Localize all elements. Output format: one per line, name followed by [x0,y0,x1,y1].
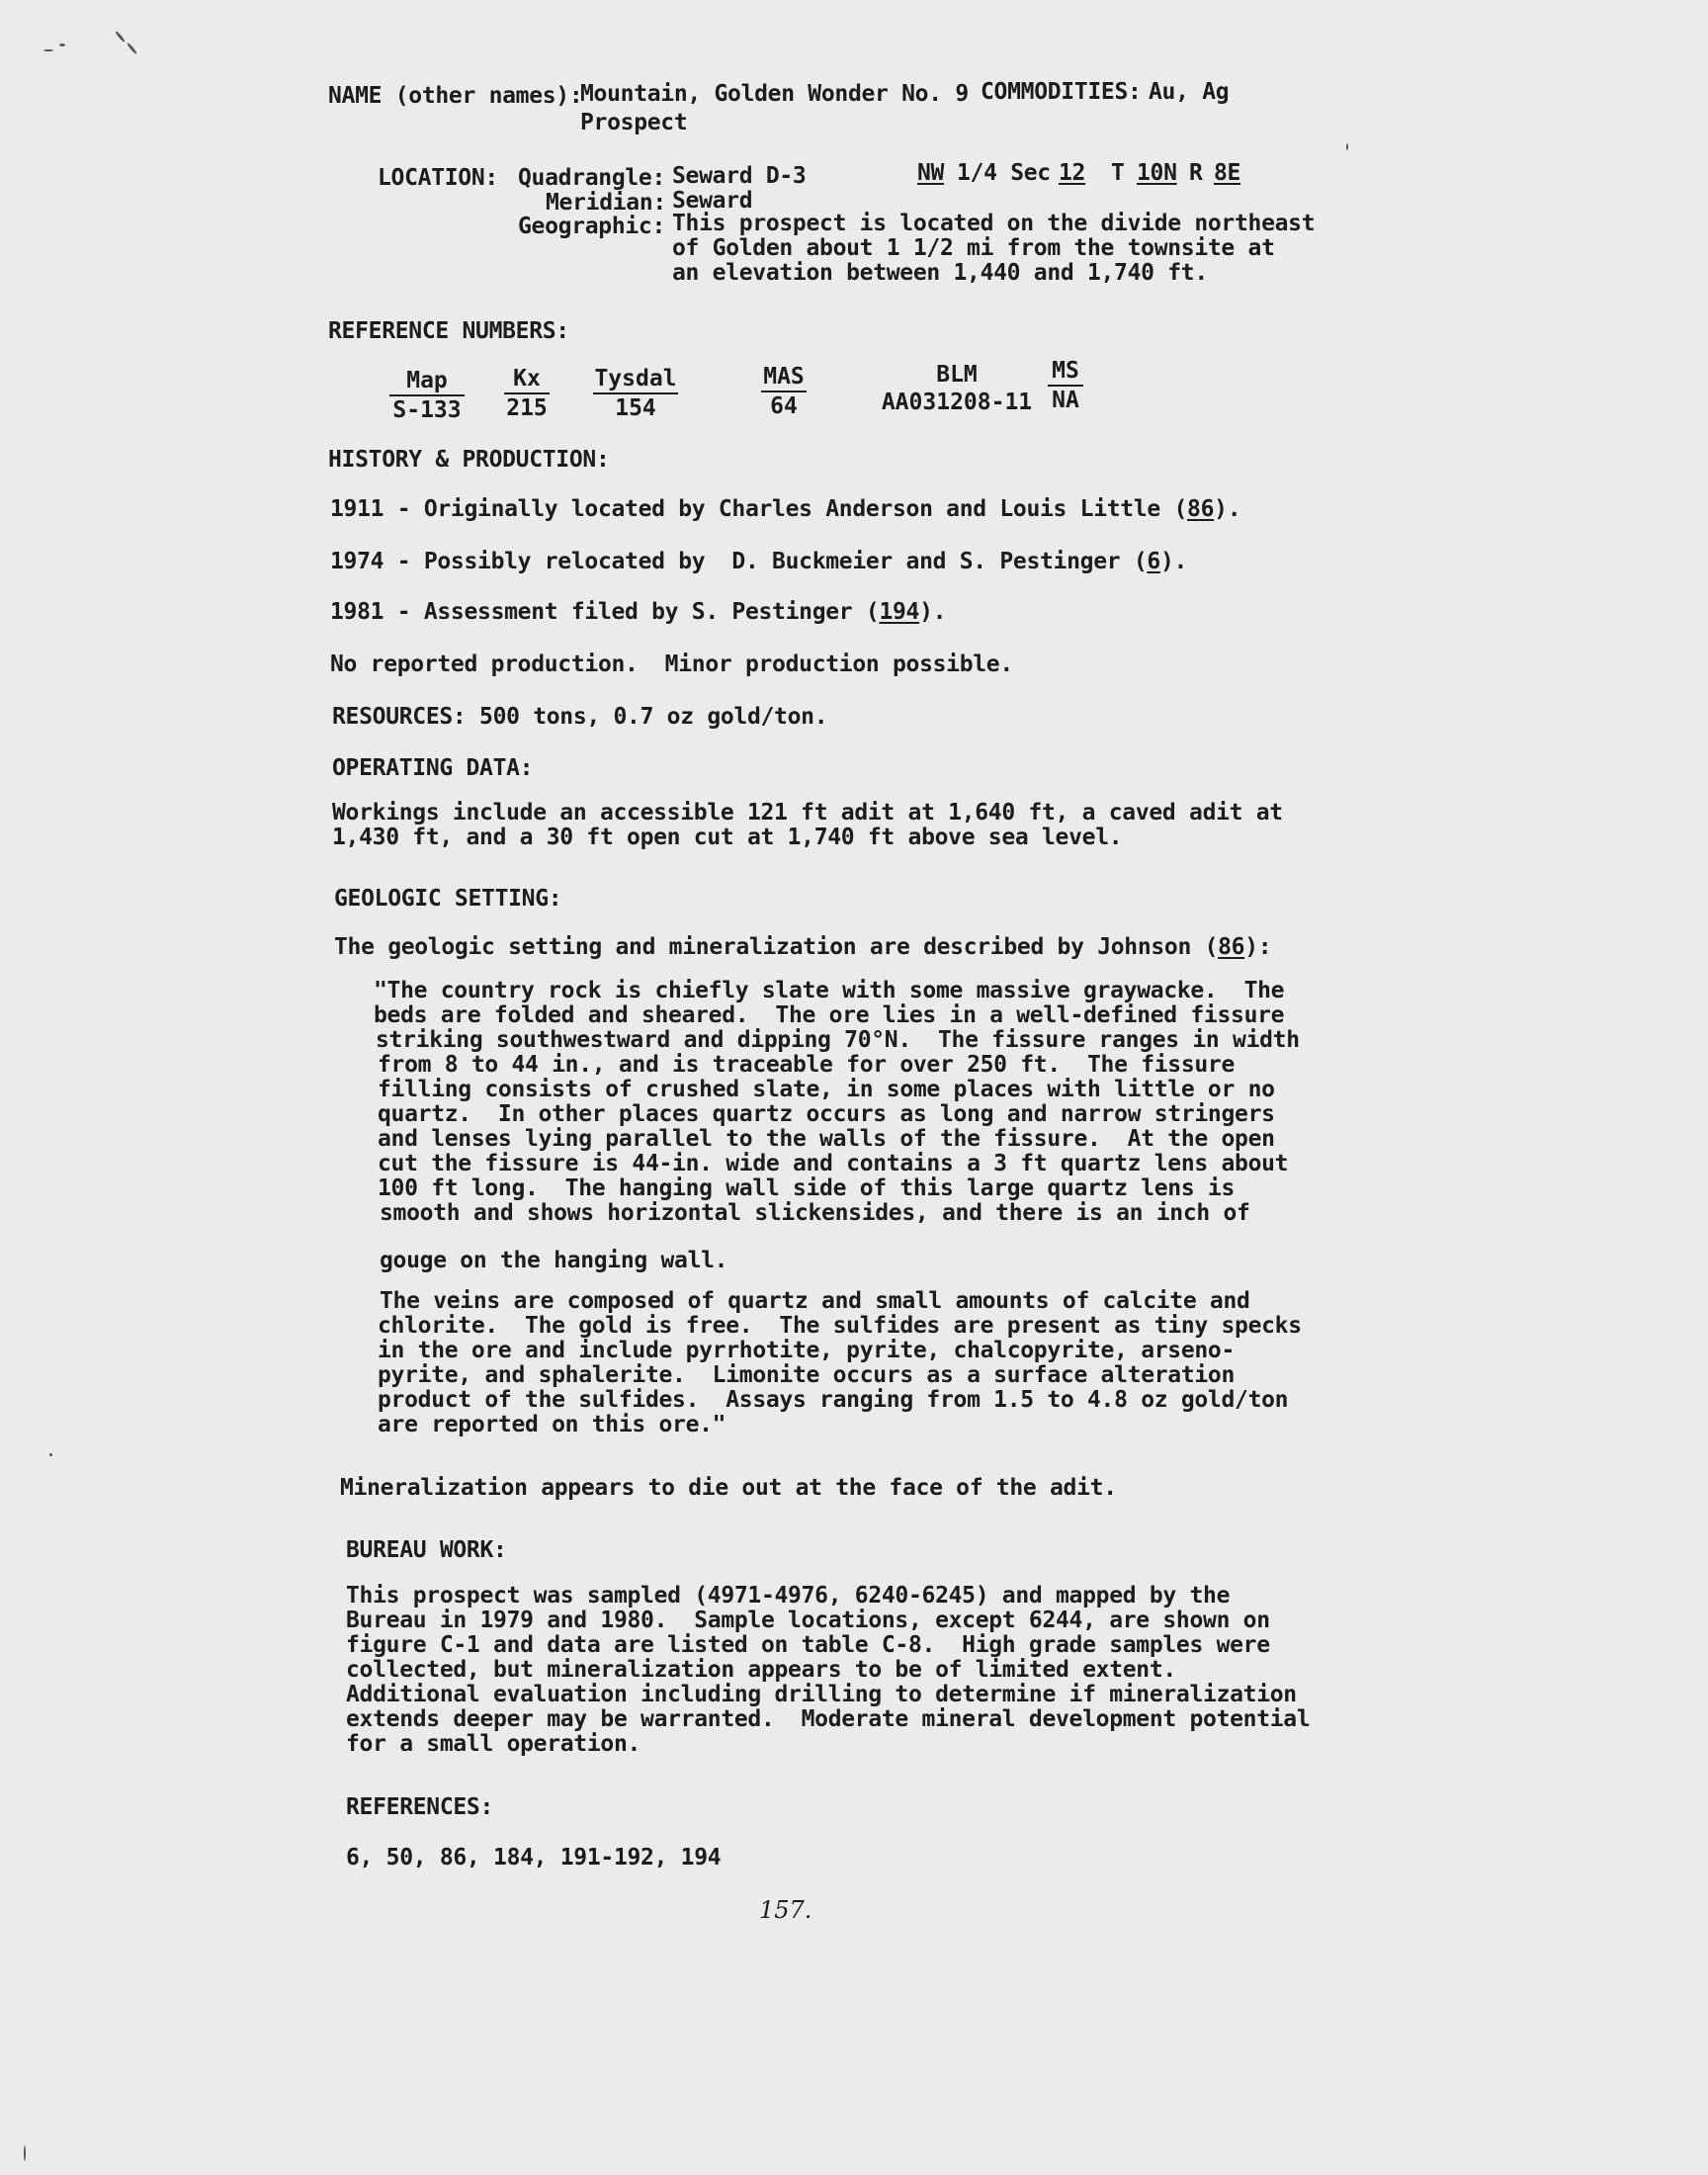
ref-ms: $\frac{MS}{NA}$ [1048,358,1083,413]
quote-line: smooth and shows horizontal slickensides, and there is an inch of [380,1200,1250,1226]
name-value: Mountain, Golden Wonder No. 9 [580,81,969,107]
geologic-setting-label: GEOLOGIC SETTING: [334,886,562,912]
history-entry: 1974 - Possibly relocated by D. Buckmeier and S. Pestinger (6). [330,549,1188,574]
quote-line: and lenses lying parallel to the walls of the fissure. At the open [378,1126,1275,1152]
quote-line: pyrite, and sphalerite. Limonite occurs as a surface alteration [378,1362,1236,1388]
quote-line: striking southwestward and dipping 70°N. The fissure ranges in width [376,1027,1300,1053]
quote-line: are reported on this ore." [378,1412,726,1437]
bureau-work-label: BUREAU WORK: [346,1537,507,1563]
geologic-intro: The geologic setting and mineralization are described by Johnson (86): [334,934,1272,960]
operating-data-label: OPERATING DATA: [332,755,534,781]
references-label: REFERENCES: [346,1794,494,1820]
quote-line: chlorite. The gold is free. The sulfides are present as tiny specks [378,1313,1302,1339]
quote-line: gouge on the hanging wall. [380,1248,728,1273]
geographic-line: This prospect is located on the divide northeast [672,211,1316,236]
range-value: 8E [1214,160,1241,186]
quote-line: in the ore and include pyrrhotite, pyrite, chalcopyrite, arseno- [378,1338,1236,1363]
range-label: R [1189,160,1203,186]
quote-line: 100 ft long. The hanging wall side of this large quartz lens is [378,1175,1236,1201]
quote-line: cut the fissure is 44-in. wide and contains a 3 ft quartz lens about [378,1151,1289,1176]
bureau-line: for a small operation. [346,1731,641,1757]
quarter-section: NW [917,160,945,186]
quote-line: product of the sulfides. Assays ranging from 1.5 to 4.8 oz gold/ton [378,1387,1289,1413]
location-label: LOCATION: [378,165,498,191]
bureau-line: extends deeper may be warranted. Moderate mineral development potential [346,1706,1311,1732]
commodities-value: Au, Ag [1149,79,1230,105]
geographic-line: an elevation between 1,440 and 1,740 ft. [672,260,1208,286]
scan-speck [127,43,137,55]
meridian-label: Meridian: [546,190,666,216]
quote-line: filling consists of crushed slate, in some places with little or no [378,1077,1275,1102]
operating-line: Workings include an accessible 121 ft adit at 1,640 ft, a caved adit at [332,800,1283,826]
reference-numbers-label: REFERENCE NUMBERS: [328,318,569,344]
commodities-label: COMMODITIES: [981,79,1142,105]
bureau-line: collected, but mineralization appears to be of limited extent. [346,1657,1176,1683]
township-label: T [1111,160,1125,186]
mineralization-closing: Mineralization appears to die out at the face of the adit. [340,1475,1117,1501]
history-entry: 1981 - Assessment filed by S. Pestinger (194). [330,599,947,625]
page-number: 157. [759,1896,812,1924]
quote-line: beds are folded and sheared. The ore lies in a well-defined fissure [374,1002,1285,1028]
bureau-line: Bureau in 1979 and 1980. Sample locations, except 6244, are shown on [346,1608,1270,1633]
meridian-value: Seward [672,188,753,214]
operating-line: 1,430 ft, and a 30 ft open cut at 1,740 ft above sea level. [332,825,1123,850]
history-label: HISTORY & PRODUCTION: [328,447,610,473]
production-statement: No reported production. Minor production possible. [330,652,1013,677]
bureau-line: Additional evaluation including drilling to determine if mineralization [346,1682,1297,1707]
ref-kx: $\frac{Kx}{215}$ [504,366,550,421]
scan-speck [43,49,53,51]
scan-speck [49,1453,52,1456]
bureau-line: figure C-1 and data are listed on table C-8. High grade samples were [346,1632,1270,1658]
bureau-line: This prospect was sampled (4971-4976, 6240-6245) and mapped by the [346,1583,1231,1609]
scan-speck [24,2145,26,2161]
references-value: 6, 50, 86, 184, 191-192, 194 [346,1845,722,1870]
quadrangle-label: Quadrangle: [518,165,666,191]
geographic-label: Geographic: [518,214,666,239]
quote-line: "The country rock is chiefly slate with some massive graywacke. The [374,978,1285,1003]
section-number: 12 [1059,160,1086,186]
quadrangle-value: Seward D-3 [672,163,807,189]
resources-statement: RESOURCES: 500 tons, 0.7 oz gold/ton. [332,704,828,730]
geographic-line: of Golden about 1 1/2 mi from the townsite at [672,235,1275,261]
ref-map: Map S-133 [389,368,465,423]
name-value-continued: Prospect [580,110,688,135]
ref-mas: MAS 64 [761,364,807,419]
scan-speck [1346,143,1348,150]
ref-tysdal: Tysdal 154 [594,366,677,421]
township-value: 10N [1137,160,1177,186]
name-label: NAME (other names): [328,83,583,109]
quote-line: The veins are composed of quartz and small amounts of calcite and [380,1288,1250,1314]
quote-line: from 8 to 44 in., and is traceable for over 250 ft. The fissure [378,1052,1236,1078]
scan-speck [59,44,65,46]
scan-speck [115,31,126,44]
ref-blm: BLM AA031208-11 [881,362,1033,415]
history-entry: 1911 - Originally located by Charles Anderson and Louis Little (86). [330,496,1241,522]
quote-line: quartz. In other places quartz occurs as long and narrow stringers [378,1101,1275,1127]
quarter-text: 1/4 Sec [957,160,1051,186]
